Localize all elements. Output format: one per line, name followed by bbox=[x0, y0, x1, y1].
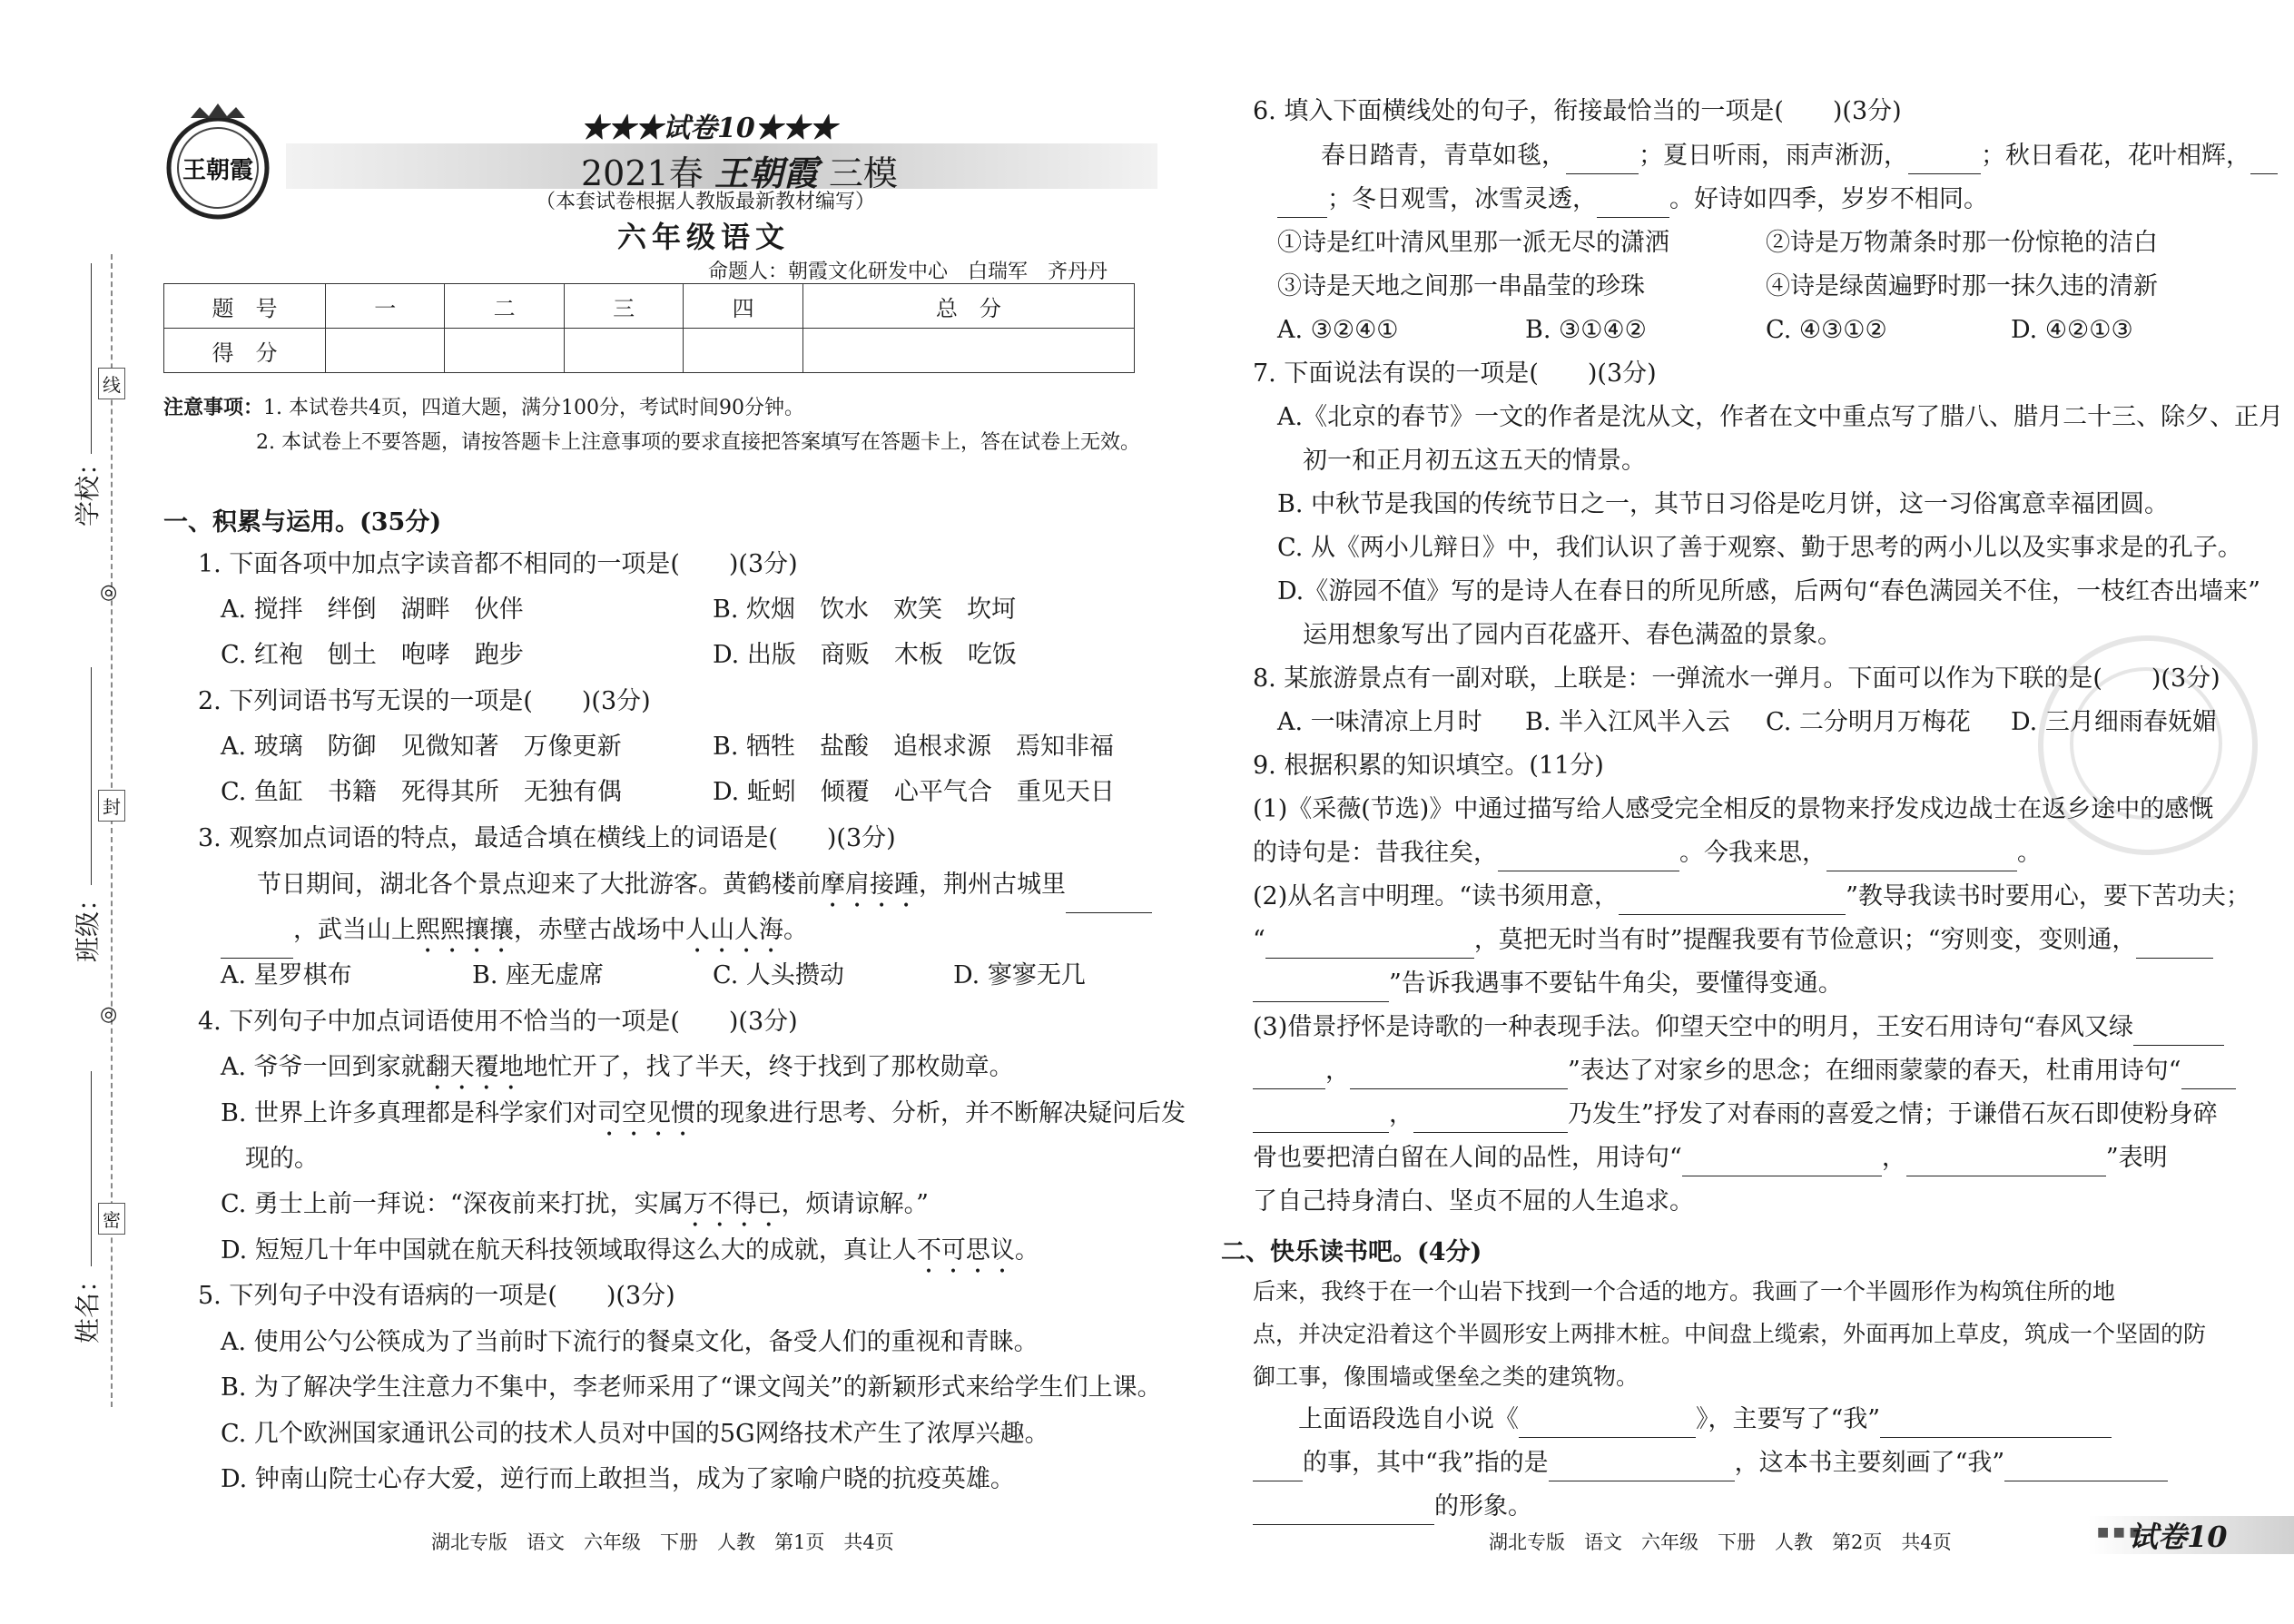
reading-blank[interactable] bbox=[1253, 1499, 1434, 1525]
q1-option-b[interactable]: B. 炊烟 饮水 欢笑 坎坷 bbox=[713, 595, 1017, 624]
reading-question-line1: 上面语段选自小说《 》，主要写了“我” bbox=[1298, 1402, 2112, 1438]
q6-option-a[interactable]: A. ③②④① bbox=[1277, 316, 1399, 344]
name-field[interactable] bbox=[91, 1071, 92, 1266]
notice-2: 2. 本试卷上不要答题，请按答题卡上注意事项的要求直接把答案填写在答题卡上，答在试卷上无效。 bbox=[256, 431, 1140, 454]
q6-passage-line2: ；冬日观雪，冰雪灵透， 。好诗如四季，岁岁不相同。 bbox=[1277, 182, 1988, 218]
exam-tag: 试卷10 bbox=[2129, 1520, 2228, 1554]
q9-blank[interactable] bbox=[1413, 1107, 1568, 1133]
q9-part3-line2: ， ”表达了对家乡的思念；在细雨蒙蒙的春天，杜甫用诗句“ bbox=[1253, 1053, 2236, 1089]
q4-option-b[interactable]: B. 世界上许多真理都是科学家们对司空见惯的现象进行思考、分析，并不断解决疑问后发 bbox=[221, 1099, 1186, 1127]
q1-stem: 1. 下面各项中加点字读音都不相同的一项是( )(3分) bbox=[198, 550, 798, 578]
q9-part1-line2: 的诗句是：昔我往矣， 。今我来思， 。 bbox=[1253, 835, 2042, 871]
school-label: 学校： bbox=[73, 449, 103, 527]
q5-option-a[interactable]: A. 使用公勺公筷成为了当前时下流行的餐桌文化，备受人们的重视和青睐。 bbox=[221, 1328, 1039, 1356]
q9-blank[interactable] bbox=[1682, 1150, 1882, 1176]
q6-blank[interactable] bbox=[2250, 148, 2278, 174]
reading-blank[interactable] bbox=[1519, 1412, 1696, 1438]
score-input-cell[interactable] bbox=[684, 329, 802, 373]
q9-blank[interactable] bbox=[1906, 1150, 2106, 1176]
q3-blank[interactable] bbox=[1066, 887, 1152, 913]
q9-blank[interactable] bbox=[1498, 845, 1679, 871]
seal-circle-icon: ◎ bbox=[100, 581, 118, 604]
q6-option-d[interactable]: D. ④②①③ bbox=[2011, 316, 2133, 344]
footer-page-1: 湖北专版 语文 六年级 下册 人教 第1页 共4页 bbox=[431, 1531, 894, 1553]
q9-part2: (2)从名言中明理。“读书须用意， ”教导我读书时要用心，要下苦功夫； bbox=[1253, 879, 2250, 915]
score-header-cell: 题 号 bbox=[164, 284, 326, 329]
exam-title: 2021春 王朝霞 三模 bbox=[581, 153, 898, 193]
q3-option-b[interactable]: B. 座无虚席 bbox=[472, 961, 605, 989]
section-2-title: 二、快乐读书吧。(4分) bbox=[1221, 1238, 1482, 1266]
q7-option-d[interactable]: D.《游园不值》写的是诗人在春日的所见所感，后两句“春色满园关不住，一枝红杏出墙来” bbox=[1277, 577, 2260, 605]
q4-option-a[interactable]: A. 爷爷一回到家就翻天覆地地忙开了，找了半天，终于找到了那枚勋章。 bbox=[221, 1053, 1014, 1081]
q6-blank[interactable] bbox=[1597, 192, 1669, 218]
q6-statement-3: ③诗是天地之间那一串晶莹的珍珠 bbox=[1277, 272, 1645, 300]
q6-statement-1: ①诗是红叶清风里那一派无尽的潇洒 bbox=[1277, 229, 1669, 257]
score-table bbox=[163, 283, 1135, 373]
class-label: 班级： bbox=[73, 885, 103, 962]
q4-stem: 4. 下列句子中加点词语使用不恰当的一项是( )(3分) bbox=[198, 1008, 798, 1036]
q2-option-c[interactable]: C. 鱼缸 书籍 死得其所 无独有偶 bbox=[221, 778, 622, 806]
q9-blank[interactable] bbox=[2133, 1019, 2224, 1046]
q9-stem: 9. 根据积累的知识填空。(11分) bbox=[1253, 752, 1604, 780]
q5-option-b[interactable]: B. 为了解决学生注意力不集中，李老师采用了“课文闯关”的新颖形式来给学生们上课。 bbox=[221, 1373, 1162, 1402]
score-label-cell: 得 分 bbox=[164, 329, 326, 373]
section-1-title: 一、积累与运用。(35分) bbox=[163, 508, 442, 536]
q3-passage-line1: 节日期间，湖北各个景点迎来了大批游客。黄鹤楼前摩肩接踵，荆州古城里 bbox=[257, 867, 1152, 913]
school-field[interactable] bbox=[91, 263, 92, 454]
svg-text:王朝霞: 王朝霞 bbox=[182, 157, 254, 184]
score-input-cell[interactable] bbox=[802, 329, 1134, 373]
q8-option-c[interactable]: C. 二分明月万梅花 bbox=[1766, 708, 1971, 736]
q7-option-d-cont: 运用想象写出了园内百花盛开、春色满盈的景象。 bbox=[1303, 621, 1842, 649]
reading-question-line3: 的形象。 bbox=[1253, 1489, 1532, 1525]
series-label: ★★★试卷10★★★ bbox=[581, 113, 837, 144]
edition-note: （本套试卷根据人教版最新教材编写） bbox=[536, 191, 876, 213]
q4-option-b-cont: 现的。 bbox=[245, 1145, 319, 1173]
q9-part2-line2: “ ，莫把无时当有时”提醒我要有节俭意识；“穷则变，变则通， bbox=[1253, 922, 2213, 959]
q2-option-b[interactable]: B. 牺牲 盐酸 追根求源 焉知非福 bbox=[713, 733, 1115, 761]
q8-option-a[interactable]: A. 一味清凉上月时 bbox=[1277, 708, 1482, 736]
q7-stem: 7. 下面说法有误的一项是( )(3分) bbox=[1253, 359, 1657, 388]
q7-option-b[interactable]: B. 中秋节是我国的传统节日之一，其节日习俗是吃月饼，这一习俗寓意幸福团圆。 bbox=[1277, 490, 2170, 518]
reading-para-1: 后来，我终于在一个山岩下找到一个合适的地方。我画了一个半圆形作为构筑住所的地 bbox=[1253, 1278, 2116, 1304]
q6-passage-line1: 春日踏青，青草如毯， ；夏日听雨，雨声淅沥， ；秋日看花，花叶相辉， bbox=[1321, 138, 2278, 174]
q6-blank[interactable] bbox=[1566, 148, 1639, 174]
q4-option-d[interactable]: D. 短短几十年中国就在航天科技领域取得这么大的成就，真让人不可思议。 bbox=[221, 1236, 1039, 1265]
q7-option-a-cont: 初一和正月初五这五天的情景。 bbox=[1303, 447, 1646, 475]
q1-option-a[interactable]: A. 搅拌 绊倒 湖畔 伙伴 bbox=[221, 595, 524, 624]
q9-blank[interactable] bbox=[1253, 1063, 1325, 1089]
q5-option-d[interactable]: D. 钟南山院士心存大爱，逆行而上敢担当，成为了家喻户晓的抗疫英雄。 bbox=[221, 1465, 1015, 1493]
q6-stem: 6. 填入下面横线处的句子，衔接最恰当的一项是( )(3分) bbox=[1253, 97, 1902, 125]
brand-logo bbox=[159, 100, 277, 227]
q7-option-a[interactable]: A.《北京的春节》一文的作者是沈从文，作者在文中重点写了腊八、腊月二十三、除夕、正月 bbox=[1277, 403, 2284, 431]
score-header-cell: 四 bbox=[684, 284, 802, 329]
seal-mark-feng: 封 bbox=[98, 790, 125, 822]
score-header-cell: 二 bbox=[445, 284, 564, 329]
q9-blank[interactable] bbox=[1350, 1063, 1568, 1089]
score-input-cell[interactable] bbox=[326, 329, 445, 373]
reading-blank[interactable] bbox=[2004, 1455, 2168, 1481]
name-label: 姓名： bbox=[73, 1266, 103, 1343]
q1-option-d[interactable]: D. 出版 商贩 木板 吃饭 bbox=[713, 641, 1017, 669]
q6-option-b[interactable]: B. ③①④② bbox=[1525, 316, 1647, 344]
q3-blank[interactable] bbox=[221, 932, 293, 959]
q6-statement-4: ④诗是绿茵遍野时那一抹久违的清新 bbox=[1766, 272, 2158, 300]
reading-blank[interactable] bbox=[1253, 1455, 1303, 1481]
seal-mark-xian: 线 bbox=[98, 368, 125, 399]
q9-part3: (3)借景抒怀是诗歌的一种表现手法。仰望天空中的明月，王安石用诗句“春风又绿 bbox=[1253, 1009, 2224, 1046]
q9-blank[interactable] bbox=[1253, 1107, 1389, 1133]
score-header-cell: 三 bbox=[564, 284, 683, 329]
q2-option-d[interactable]: D. 蚯蚓 倾覆 心平气合 重见天日 bbox=[713, 778, 1115, 806]
reading-question-line2: 的事，其中“我”指的是 ，这本书主要刻画了“我” bbox=[1253, 1445, 2168, 1481]
q2-option-a[interactable]: A. 玻璃 防御 见微知著 万像更新 bbox=[221, 733, 622, 761]
q4-option-c[interactable]: C. 勇士上前一拜说：“深夜前来打扰，实属万不得已，烦请谅解。” bbox=[221, 1190, 929, 1218]
q9-blank[interactable] bbox=[2181, 1063, 2236, 1089]
q9-part3-line4: 骨也要把清白留在人间的品性，用诗句“ ， ”表明 bbox=[1253, 1140, 2168, 1176]
q9-part3-line5: 了自己持身清白、坚贞不屈的人生追求。 bbox=[1253, 1187, 1694, 1216]
reading-blank[interactable] bbox=[1880, 1412, 2112, 1438]
q7-option-c[interactable]: C. 从《两小儿辩日》中，我们认识了善于观察、勤于思考的两小儿以及实事求是的孔子。 bbox=[1277, 534, 2242, 562]
authors-line: 命题人：朝霞文化研发中心 白瑞军 齐丹丹 bbox=[708, 261, 1108, 283]
q3-passage-line2: ，武当山上熙熙攘攘，赤壁古战场中人山人海。 bbox=[221, 912, 808, 959]
reading-para-3: 御工事，像围墙或堡垒之类的建筑物。 bbox=[1253, 1363, 1639, 1390]
q5-stem: 5. 下列句子中没有语病的一项是( )(3分) bbox=[198, 1282, 675, 1310]
q5-option-c[interactable]: C. 几个欧洲国家通讯公司的技术人员对中国的5G网络技术产生了浓厚兴趣。 bbox=[221, 1420, 1049, 1448]
q3-option-d[interactable]: D. 寥寥无几 bbox=[953, 961, 1086, 989]
q1-option-c[interactable]: C. 红袍 刨土 咆哮 跑步 bbox=[221, 641, 524, 669]
q9-part2-line3: ”告诉我遇事不要钻牛角尖，要懂得变通。 bbox=[1253, 966, 1843, 1002]
notice-1: 注意事项：1. 本试卷共4页，四道大题，满分100分，考试时间90分钟。 bbox=[163, 396, 804, 419]
q3-stem: 3. 观察加点词语的特点，最适合填在横线上的词语是( )(3分) bbox=[198, 824, 896, 852]
score-input-cell[interactable] bbox=[564, 329, 683, 373]
q3-option-c[interactable]: C. 人头攒动 bbox=[713, 961, 844, 989]
q6-statement-2: ②诗是万物萧条时那一份惊艳的洁白 bbox=[1766, 229, 2158, 257]
seal-mark-mi: 密 bbox=[98, 1203, 125, 1235]
q9-blank[interactable] bbox=[2136, 932, 2213, 959]
reading-blank[interactable] bbox=[1549, 1455, 1735, 1481]
q9-blank[interactable] bbox=[1265, 932, 1474, 959]
q9-blank[interactable] bbox=[1619, 889, 1846, 915]
reading-para-2: 点，并决定沿着这个半圆形安上两排木桩。中间盘上缆索，外面再加上草皮，筑成一个坚固的防 bbox=[1253, 1321, 2207, 1347]
q9-blank[interactable] bbox=[1253, 976, 1389, 1002]
q8-option-d[interactable]: D. 三月细雨春妩媚 bbox=[2011, 708, 2217, 736]
subject-title: 六年级语文 bbox=[617, 220, 791, 254]
q8-stem: 8. 某旅游景点有一副对联，上联是：一弹流水一弹月。下面可以作为下联的是( )(3分) bbox=[1253, 664, 2220, 693]
q2-stem: 2. 下列词语书写无误的一项是( )(3分) bbox=[198, 687, 651, 715]
score-header-cell: 总 分 bbox=[802, 284, 1134, 329]
q6-blank[interactable] bbox=[1908, 148, 1981, 174]
q8-option-b[interactable]: B. 半入江风半入云 bbox=[1525, 708, 1731, 736]
seal-circle-icon: ◎ bbox=[100, 1003, 118, 1026]
class-field[interactable] bbox=[91, 667, 92, 885]
q9-blank[interactable] bbox=[1826, 845, 2017, 871]
score-header-cell: 一 bbox=[326, 284, 445, 329]
q6-option-c[interactable]: C. ④③①② bbox=[1766, 316, 1887, 344]
q9-part1: (1)《采薇(节选)》中通过描写给人感受完全相反的景物来抒发戍边战士在返乡途中的感慨 bbox=[1253, 795, 2214, 823]
q9-part3-line3: ， 乃发生”抒发了对春雨的喜爱之情；于谦借石灰石即使粉身碎 bbox=[1253, 1097, 2218, 1133]
q6-blank[interactable] bbox=[1277, 192, 1327, 218]
q3-option-a[interactable]: A. 星罗棋布 bbox=[221, 961, 352, 989]
footer-page-2: 湖北专版 语文 六年级 下册 人教 第2页 共4页 bbox=[1489, 1531, 1952, 1553]
score-input-cell[interactable] bbox=[445, 329, 564, 373]
exam-tag-squares-icon: ■ ■ ■ bbox=[2097, 1525, 2141, 1540]
